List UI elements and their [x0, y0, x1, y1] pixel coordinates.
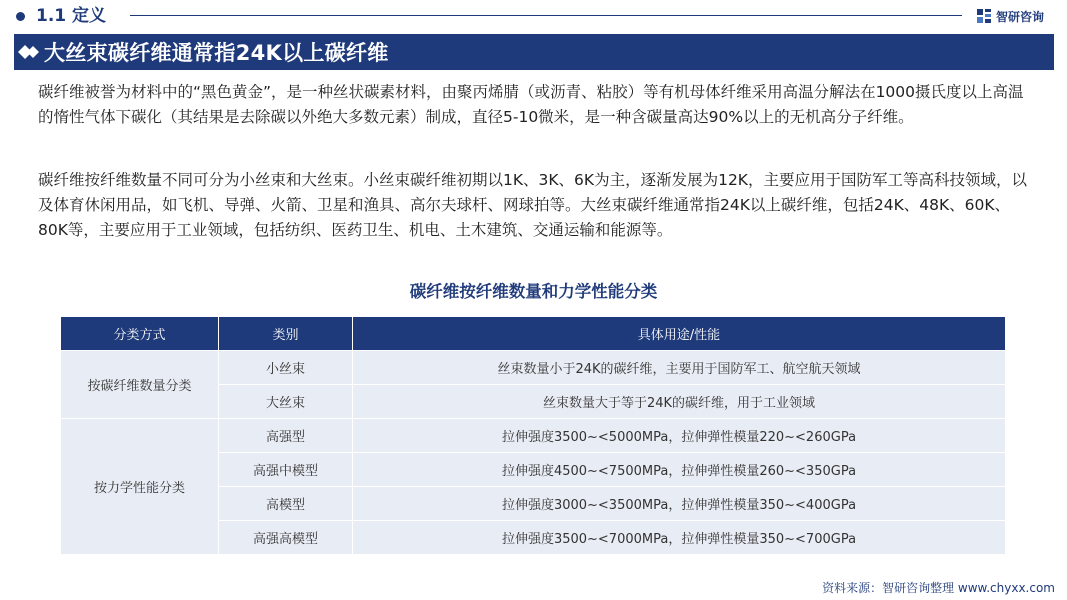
title-banner [14, 34, 1054, 70]
table-row [61, 351, 1006, 385]
paragraph-definition: 碳纤维被誉为材料中的“黑色黄金”，是一种丝状碳素材料，由聚丙烯腈（或沥青、粘胶）等有机母体纤维采用高温分解法在1000摄氏度以上高温的惰性气体下碳化（其结果是去除碳以外绝大多数元素）制成，直径5-10微米，是一种含碳量高达90%以上的无机高分子纤维。 [38, 83, 1024, 126]
row-detail: 丝束数量大于等于24K的碳纤维，用于工业领域 [353, 385, 1006, 419]
group-method-mechanical: 按力学性能分类 [61, 419, 219, 555]
row-category: 大丝束 [219, 385, 353, 419]
classification-table [60, 316, 1006, 555]
header-category: 类别 [219, 317, 353, 351]
group-method-count: 按碳纤维数量分类 [61, 351, 219, 419]
row-category: 高强型 [219, 419, 353, 453]
row-category: 高强高模型 [219, 521, 353, 555]
source-note: 资料来源：智研咨询整理 www.chyxx.com [822, 581, 1055, 595]
table-header-row [61, 317, 1006, 351]
row-category: 小丝束 [219, 351, 353, 385]
header-method: 分类方式 [61, 317, 219, 351]
diamond-icon [14, 34, 44, 70]
table-title: 碳纤维按纤维数量和力学性能分类 [409, 282, 658, 301]
dot-icon [16, 12, 25, 21]
top-bar [0, 0, 1067, 30]
row-category: 高模型 [219, 487, 353, 521]
header-divider [130, 15, 962, 16]
row-detail: 拉伸强度3500~<7000MPa，拉伸弹性模量350~<700GPa [353, 521, 1006, 555]
row-detail: 丝束数量小于24K的碳纤维，主要用于国防军工、航空航天领域 [353, 351, 1006, 385]
paragraph-classification: 碳纤维按纤维数量不同可分为小丝束和大丝束。小丝束碳纤维初期以1K、3K、6K为主，逐渐发展为12K，主要应用于国防军工等高科技领域，以及体育休闲用品，如飞机、导弹、火箭、卫星和渔具、高尔夫球杆、网球拍等。大丝束碳纤维通常指24K以上碳纤维，包括24K、48K、60K、80K等，主要应用于工业领域，包括纺织、医药卫生、机电、土木建筑、交通运输和能源等。 [38, 171, 1027, 239]
brand [976, 5, 1044, 27]
brand-logo-icon [976, 8, 992, 24]
header-detail: 具体用途/性能 [353, 317, 1006, 351]
section-label: 1.1 定义 [36, 6, 107, 26]
row-category: 高强中模型 [219, 453, 353, 487]
row-detail: 拉伸强度4500~<7500MPa，拉伸弹性模量260~<350GPa [353, 453, 1006, 487]
table-row [61, 419, 1006, 453]
brand-name: 智研咨询 [996, 9, 1045, 24]
banner-title: 大丝束碳纤维通常指24K以上碳纤维 [44, 41, 389, 65]
row-detail: 拉伸强度3500~<5000MPa，拉伸弹性模量220~<260GPa [353, 419, 1006, 453]
row-detail: 拉伸强度3000~<3500MPa，拉伸弹性模量350~<400GPa [353, 487, 1006, 521]
